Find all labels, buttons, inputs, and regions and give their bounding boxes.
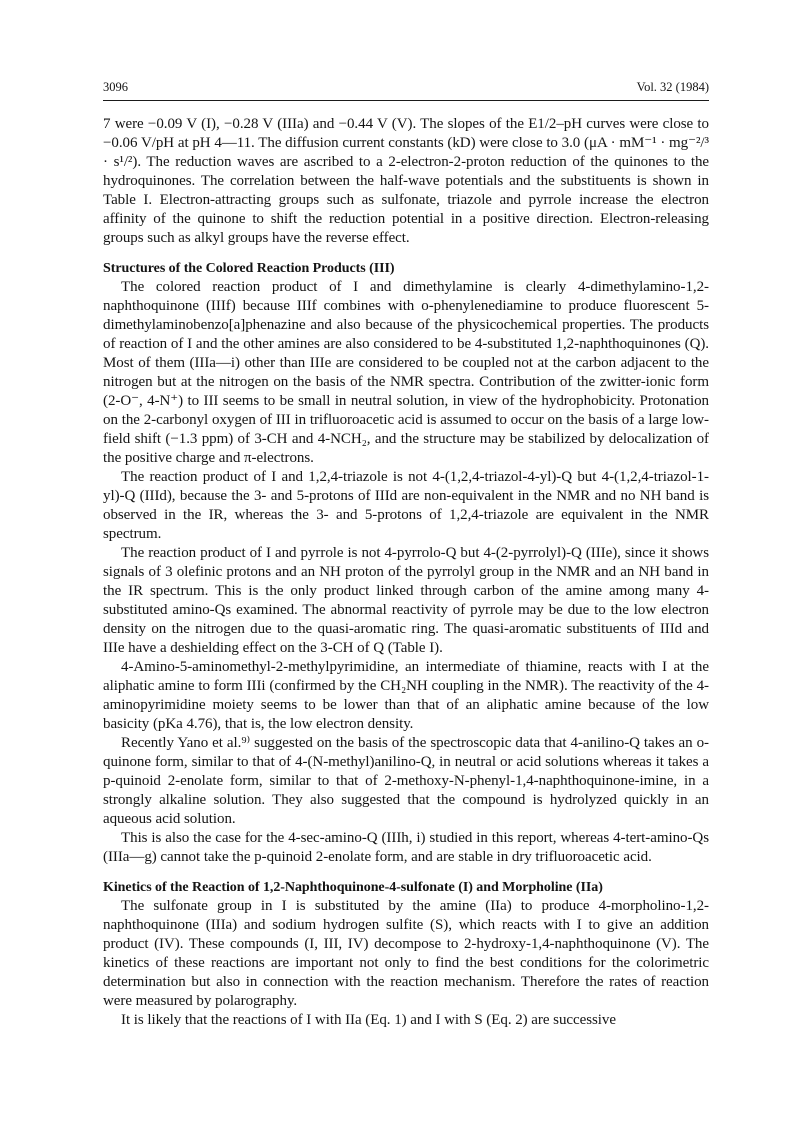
volume-info: Vol. 32 (1984) [636,80,709,94]
journal-page [103,80,709,1030]
article-body [103,115,709,1030]
paragraph-6: Recently Yano et al.⁹⁾ suggested on the basis of the spectroscopic data that 4-anilino-Q takes an o-quinone form, similar to that of 4-(N-methyl)anilino-Q, in neutral or acid solutions whereas it takes a p-quinoid 2-enolate form, similar to that of 2-methoxy-N-phenyl-1,4-naphthoquinone-imine, in a strongly alkaline solution. They also suggested that the compound is hydrolyzed quickly in an aqueous acid solution. [103,735,709,827]
paragraph-1: 7 were −0.09 V (I), −0.28 V (IIIa) and −0.44 V (V). The slopes of the E1/2–pH curves were close to −0.06 V/pH at pH 4—11. The diffusion current constants (kD) were close to 3.0 (μA · mM⁻¹ · mg⁻²/³ · s¹/²). The reduction waves are ascribed to a 2-electron-2-proton reduction of the quinones to the hydroquinones. The correlation between the half-wave potentials and the substituents is shown in Table I. Electron-attracting groups such as sulfonate, triazole and pyrrole increase the electron affinity of the quinone to shift the reduction potential in a positive direction. Electron-releasing groups such as alkyl groups have the reverse effect. [103,116,709,246]
section-heading-structures: Structures of the Colored Reaction Products (III) [103,261,395,276]
page-number: 3096 [103,80,128,94]
paragraph-5: 4-Amino-5-aminomethyl-2-methylpyrimidine, an intermediate of thiamine, reacts with I at the aliphatic amine to form IIIi (confirmed by the CH₂NH coupling in the NMR). The reactivity of the 4-aminopyrimidine moiety seems to be lower than that of an aliphatic amine because of the low basicity (pKa 4.76), that is, the low electron density. [103,659,709,732]
running-header [103,80,709,101]
paragraph-7: This is also the case for the 4-sec-amino-Q (IIIh, i) studied in this report, whereas 4-tert-amino-Qs (IIIa—g) cannot take the p-quinoid 2-enolate form, and are stable in dry trifluoroacetic acid. [103,830,709,865]
paragraph-4: The reaction product of I and pyrrole is not 4-pyrrolo-Q but 4-(2-pyrrolyl)-Q (IIIe), since it shows signals of 3 olefinic protons and an NH proton of the pyrrolyl group in the NMR and an NH band in the IR spectrum. This is the only product linked through carbon of the amine among many 4-substituted amino-Qs examined. The abnormal reactivity of pyrrole may be due to the low electron density on the nitrogen due to the quasi-aromatic ring. The quasi-aromatic substituents of IIId and IIIe have a deshielding effect on the 3-CH of Q (Table I). [103,545,709,656]
paragraph-8: The sulfonate group in I is substituted by the amine (IIa) to produce 4-morpholino-1,2-naphthoquinone (IIIa) and sodium hydrogen sulfite (S), which reacts with I to give an addition product (IV). These compounds (I, III, IV) decompose to 2-hydroxy-1,4-naphthoquinone (V). The kinetics of these reactions are important not only to find the best conditions for the colorimetric determination but also in connection with the reaction mechanism. Therefore the rates of reaction were measured by polarography. [103,898,709,1009]
paragraph-9: It is likely that the reactions of I with IIa (Eq. 1) and I with S (Eq. 2) are successive [121,1012,616,1028]
paragraph-3: The reaction product of I and 1,2,4-triazole is not 4-(1,2,4-triazol-4-yl)-Q but 4-(1,2,4-triazol-1-yl)-Q (IIId), because the 3- and 5-protons of IIId are non-equivalent in the NMR and no NH band is observed in the IR, whereas the 3- and 5-protons of 1,2,4-triazole are equivalent in the NMR spectrum. [103,469,709,542]
section-heading-kinetics: Kinetics of the Reaction of 1,2-Naphthoquinone-4-sulfonate (I) and Morpholine (IIa) [103,880,603,895]
paragraph-2: The colored reaction product of I and dimethylamine is clearly 4-dimethylamino-1,2-naphthoquinone (IIIf) because IIIf combines with o-phenylenediamine to produce fluorescent 5-dimethylaminobenzo[a]phenazine and also because of the physicochemical properties. The products of reaction of I and the other amines are also considered to be 4-substituted 1,2-naphthoquinones (Q). Most of them (IIIa—i) other than IIIe are considered to be coupled not at the carbon adjacent to the nitrogen but at the nitrogen on the basis of the NMR spectra. Contribution of the zwitter-ionic form (2-O⁻, 4-N⁺) to III seems to be small in neutral solution, in view of the hydrophobicity. Protonation on the 2-carbonyl oxygen of III in trifluoroacetic acid is assumed to occur on the basis of a large low-field shift (−1.3 ppm) of 3-CH and 4-NCH₂, and the structure may be stabilized by delocalization of the positive charge and π-electrons. [103,279,709,466]
